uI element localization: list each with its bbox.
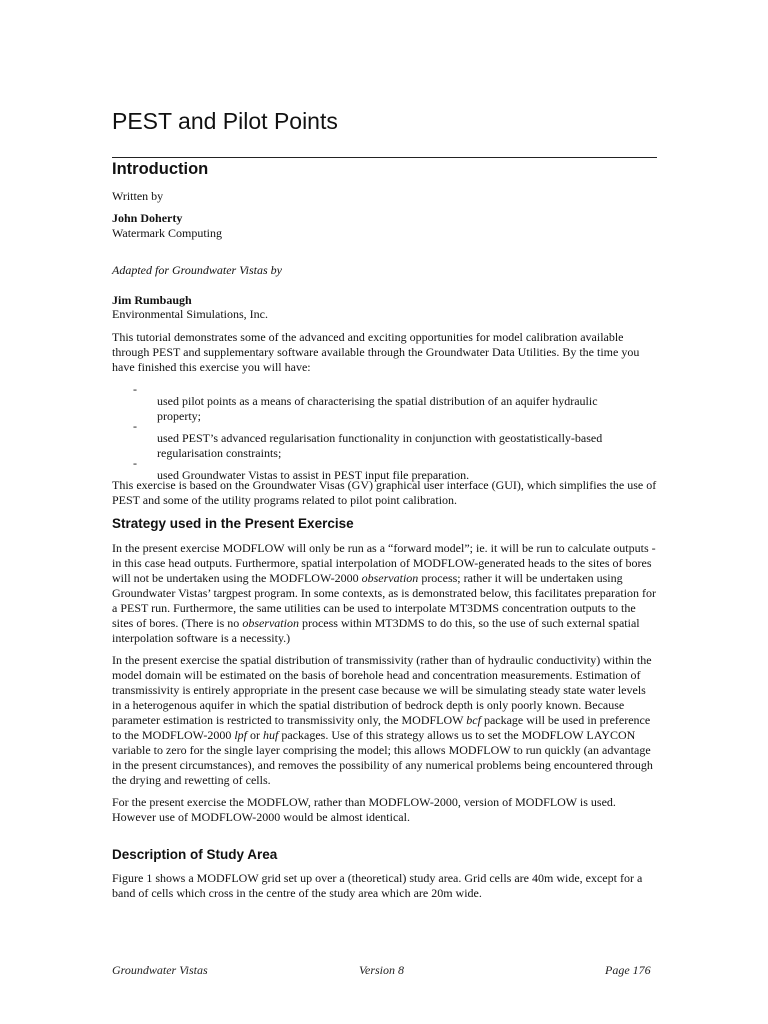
strategy-paragraph-2: In the present exercise the spatial distribution of transmissivity (rather than of hydraulic conductivity) within the model domain will be estimated on the basis of borehole head and concentration measurements. Estimation of transmissivity is entirely appropriate in the present case because we will be simulating steady state water levels in a heterogenous aquifer in which the spatial distribution of bedrock depth is only poorly known. Because parameter estimation is restricted to transmissivity only, the MODFLOW bcf package will be used in preference to the MODFLOW-2000 lpf or huf packages. Use of this strategy allows us to set the MODFLOW LAYCON variable to zero for the single layer comprising the model; this allows MODFLOW to run quickly (an advantage in the present circumstances), and removes the possibility of any numerical problems being encountered through the drying and rewetting of cells. — [112, 653, 653, 787]
author-name-1: John Doherty — [112, 211, 183, 225]
title-rule — [112, 157, 657, 158]
page-title: PEST and Pilot Points — [112, 108, 338, 134]
footer-left: Groundwater Vistas — [112, 963, 208, 977]
footer-page-number: Page 176 — [605, 963, 651, 977]
bullet-marker: - — [133, 456, 137, 470]
section-heading-study-area: Description of Study Area — [112, 847, 278, 862]
adapted-by-label: Adapted for Groundwater Vistas by — [112, 263, 282, 277]
list-item: used Groundwater Vistas to assist in PEST input file preparation. — [157, 468, 470, 482]
section-heading-strategy: Strategy used in the Present Exercise — [112, 516, 354, 531]
bullet-marker: - — [133, 382, 137, 396]
list-item: used pilot points as a means of characterising the spatial distribution of an aquifer hydraulic property; — [157, 394, 598, 423]
list-item: used PEST’s advanced regularisation functionality in conjunction with geostatistically-based regularisation constraints; — [157, 431, 603, 460]
strategy-paragraph-1: In the present exercise MODFLOW will only be run as a “forward model”; ie. it will be run to calculate outputs - in this case head outputs. Furthermore, spatial interpolation of MODFLOW-generated heads to the sites of bores will not be undertaken using the MODFLOW-2000 observation process; rather it will be undertaken using Groundwater Vistas’ targpest program. In some contexts, as is demonstrated below, this facilitates preparation for a PEST run. Furthermore, the same utilities can be used to interpolate MT3DMS concentration outputs to the sites of bores. (There is no observation process within MT3DMS to do this, so the use of such external spatial interpolation software is a necessity.) — [112, 541, 657, 645]
bullet-marker: - — [133, 419, 137, 433]
section-heading-introduction: Introduction — [112, 160, 209, 178]
written-by-label: Written by — [112, 189, 164, 203]
strategy-paragraph-3: For the present exercise the MODFLOW, rather than MODFLOW-2000, version of MODFLOW is used. However use of MODFLOW-2000 would be almost identical. — [112, 795, 616, 824]
footer-center: Version 8 — [359, 963, 404, 977]
author-org-2: Environmental Simulations, Inc. — [112, 307, 268, 321]
author-name-2: Jim Rumbaugh — [112, 293, 192, 307]
intro-paragraph: This tutorial demonstrates some of the advanced and exciting opportunities for model calibration available through PEST and supplementary software available through the Groundwater Data Utilities. By the time you have finished this exercise you will have: — [112, 330, 640, 374]
intro-paragraph-2: This exercise is based on the Groundwater Visas (GV) graphical user interface (GUI), which simplifies the use of PEST and some of the utility programs related to pilot point calibration. — [112, 478, 657, 507]
author-org-1: Watermark Computing — [112, 226, 223, 240]
study-area-paragraph: Figure 1 shows a MODFLOW grid set up over a (theoretical) study area. Grid cells are 40m wide, except for a band of cells which cross in the centre of the study area which are 20m wide. — [112, 871, 643, 900]
